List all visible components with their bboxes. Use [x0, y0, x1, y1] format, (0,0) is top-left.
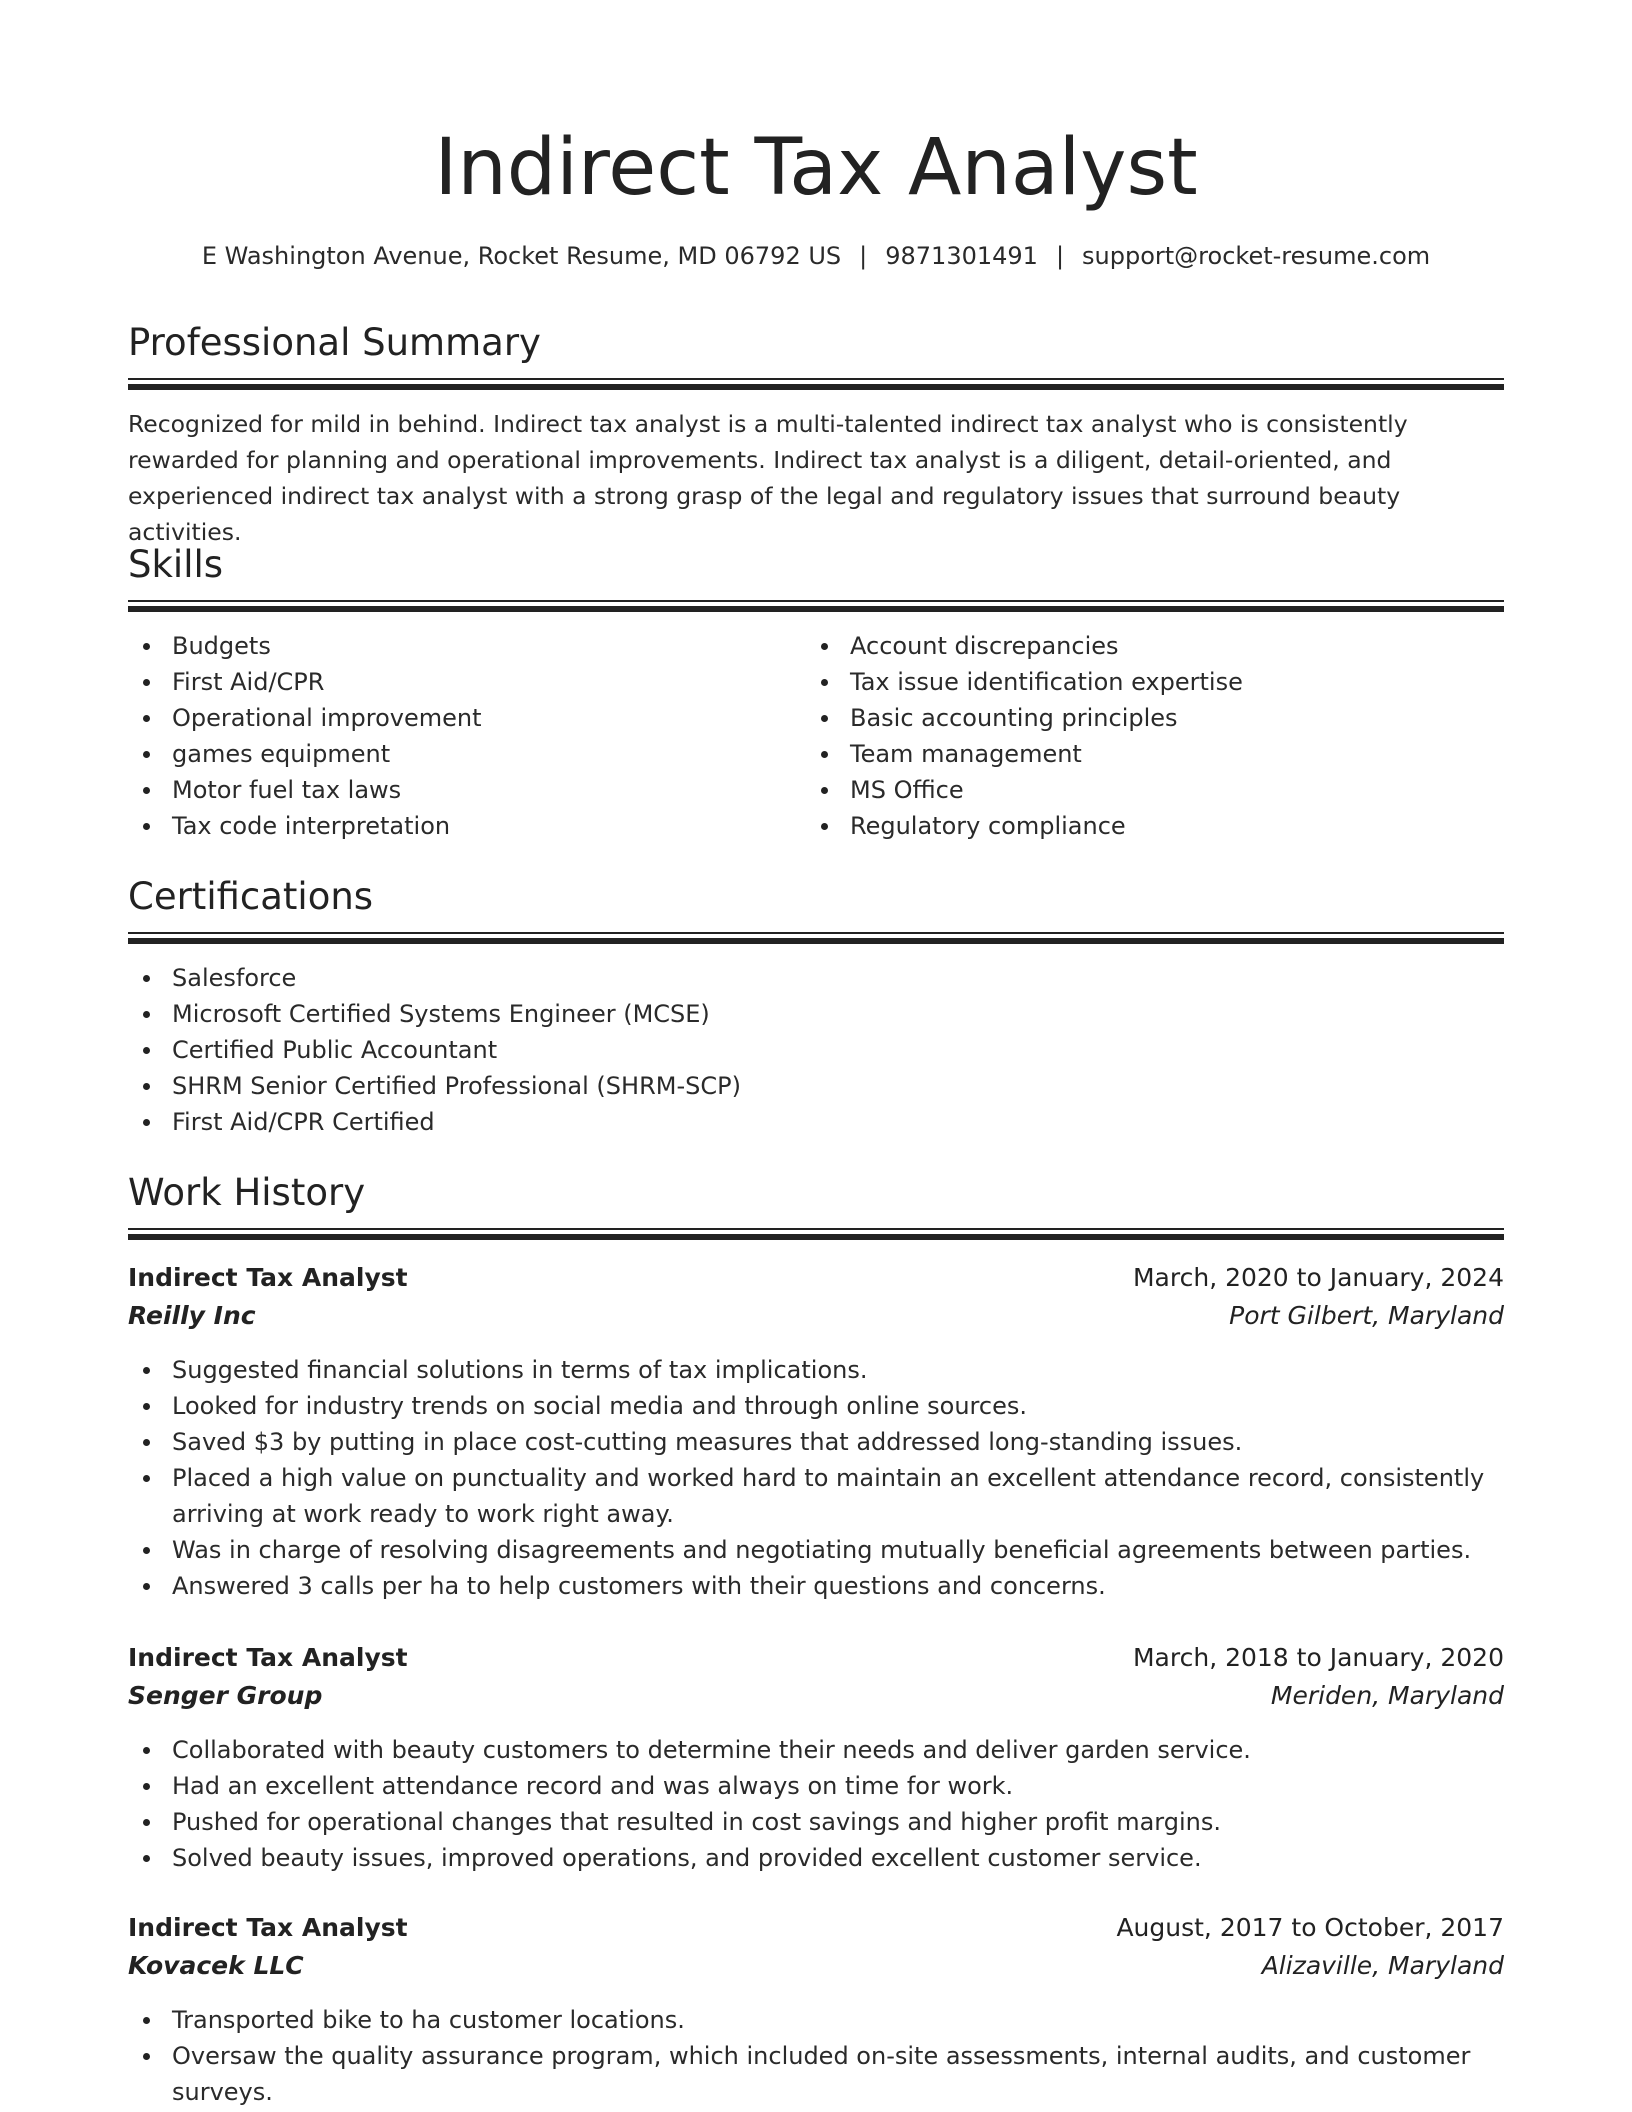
skill-item: Account discrepancies	[850, 628, 1530, 664]
certification-item: SHRM Senior Certified Professional (SHRM-SCP)	[172, 1068, 1472, 1104]
skill-item: Budgets	[172, 628, 812, 664]
job-bullets	[128, 2002, 1492, 2110]
skill-item: MS Office	[850, 772, 1530, 808]
skills-section	[128, 540, 1504, 840]
certification-item: First Aid/CPR Certified	[172, 1104, 1472, 1140]
job-bullets	[128, 1732, 1492, 1876]
skill-item: First Aid/CPR	[172, 664, 812, 700]
section-divider	[128, 932, 1504, 934]
skill-item: Team management	[850, 736, 1530, 772]
skill-item: Operational improvement	[172, 700, 812, 736]
certification-item: Microsoft Certified Systems Engineer (MCSE)	[172, 996, 1472, 1032]
job-dates: March, 2018 to January, 2020	[1132, 1643, 1504, 1672]
certifications-heading: Certifications	[128, 875, 374, 918]
section-divider	[128, 938, 1504, 944]
job-bullets	[128, 1352, 1492, 1604]
job-bullet-item: Oversaw the quality assurance program, which included on-site assessments, internal audits, and customer surveys.	[172, 2038, 1492, 2110]
job-dates: March, 2020 to January, 2024	[1132, 1263, 1504, 1292]
certification-item: Certified Public Accountant	[172, 1032, 1472, 1068]
skill-item: Tax issue identification expertise	[850, 664, 1530, 700]
job-header	[128, 1910, 1504, 1986]
section-divider	[128, 1228, 1504, 1230]
certifications-section	[128, 872, 1504, 1136]
job-dates: August, 2017 to October, 2017	[1116, 1913, 1504, 1942]
summary-section	[128, 318, 1504, 546]
job-bullet-item: Collaborated with beauty customers to determine their needs and deliver garden service.	[172, 1732, 1492, 1768]
skills-list-left	[128, 628, 812, 844]
work-section	[128, 1168, 1504, 2106]
job-title: Indirect Tax Analyst	[128, 1263, 408, 1292]
job-bullet-item: Transported bike to ha customer locations.	[172, 2002, 1492, 2038]
summary-heading: Professional Summary	[128, 321, 541, 364]
skills-heading: Skills	[128, 543, 224, 586]
contact-phone: 9871301491	[885, 242, 1038, 270]
skill-item: Basic accounting principles	[850, 700, 1530, 736]
job-bullet-item: Solved beauty issues, improved operations, and provided excellent customer service.	[172, 1840, 1492, 1876]
section-divider	[128, 378, 1504, 380]
certifications-list	[128, 960, 1472, 1140]
skill-item: games equipment	[172, 736, 812, 772]
section-divider	[128, 606, 1504, 612]
job-location: Port Gilbert, Maryland	[1229, 1301, 1504, 1330]
skill-item: Tax code interpretation	[172, 808, 812, 844]
skill-item: Regulatory compliance	[850, 808, 1530, 844]
contact-separator: |	[1055, 242, 1065, 270]
section-divider	[128, 384, 1504, 390]
certification-item: Salesforce	[172, 960, 1472, 996]
job-bullet-item: Was in charge of resolving disagreements and negotiating mutually beneficial agreements between parties.	[172, 1532, 1492, 1568]
skill-item: Motor fuel tax laws	[172, 772, 812, 808]
job-bullet-item: Looked for industry trends on social media and through online sources.	[172, 1388, 1492, 1424]
job-company: Senger Group	[128, 1681, 323, 1710]
summary-text: Recognized for mild in behind. Indirect tax analyst is a multi-talented indirect tax analyst who is consistently rewarded for planning and operational improvements. Indirect tax analyst is a diligent, detail-oriented, and experienced indirect tax analyst with a strong grasp of the legal and regulatory issues that surround beauty activities.	[128, 410, 1408, 546]
section-divider	[128, 600, 1504, 602]
skills-list-right	[806, 628, 1530, 844]
contact-separator: |	[859, 242, 868, 270]
section-divider	[128, 1234, 1504, 1240]
contact-line	[128, 238, 1504, 274]
job-title: Indirect Tax Analyst	[128, 1643, 408, 1672]
job-bullet-item: Pushed for operational changes that resulted in cost savings and higher profit margins.	[172, 1804, 1492, 1840]
job-bullet-item: Answered 3 calls per ha to help customers with their questions and concerns.	[172, 1568, 1492, 1604]
job-company: Reilly Inc	[128, 1301, 256, 1330]
job-bullet-item: Had an excellent attendance record and was always on time for work.	[172, 1768, 1492, 1804]
job-company: Kovacek LLC	[128, 1951, 304, 1980]
job-header	[128, 1640, 1504, 1716]
job-header	[128, 1260, 1504, 1336]
job-bullet-item: Suggested financial solutions in terms of tax implications.	[172, 1352, 1492, 1388]
job-location: Alizaville, Maryland	[1261, 1951, 1504, 1980]
work-heading: Work History	[128, 1171, 366, 1214]
job-title: Indirect Tax Analyst	[128, 1913, 408, 1942]
contact-email: support@rocket-resume.com	[1082, 242, 1431, 270]
job-bullet-item: Placed a high value on punctuality and worked hard to maintain an excellent attendance record, consistently arriving at work ready to work right away.	[172, 1460, 1492, 1532]
resume-name: Indirect Tax Analyst	[434, 123, 1198, 213]
job-location: Meriden, Maryland	[1270, 1681, 1504, 1710]
contact-address: E Washington Avenue, Rocket Resume, MD 06792 US	[201, 242, 842, 270]
job-bullet-item: Saved $3 by putting in place cost-cutting measures that addressed long-standing issues.	[172, 1424, 1492, 1460]
